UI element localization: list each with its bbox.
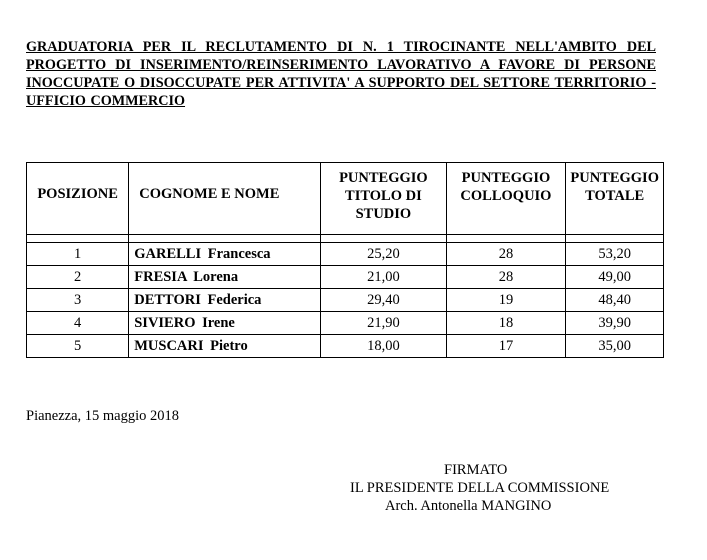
cell-colloquio: 17 [446, 335, 566, 358]
cell-titolo: 29,40 [321, 289, 446, 312]
header-posizione: POSIZIONE [27, 163, 129, 235]
cell-totale: 39,90 [566, 312, 664, 335]
cell-titolo: 18,00 [321, 335, 446, 358]
cell-totale: 48,40 [566, 289, 664, 312]
table-row [27, 335, 664, 358]
cell-titolo: 25,20 [321, 243, 446, 266]
header-colloquio: PUNTEGGIO COLLOQUIO [446, 163, 566, 235]
table-row [27, 289, 664, 312]
table-header-row [27, 163, 664, 235]
table-row [27, 266, 664, 289]
cell-nome: FRESIA Lorena [129, 266, 321, 289]
cell-totale: 49,00 [566, 266, 664, 289]
table-spacer-row [27, 235, 664, 243]
cell-posizione: 4 [27, 312, 129, 335]
cell-colloquio: 28 [446, 243, 566, 266]
signature-block [340, 461, 640, 515]
header-titolo: PUNTEGGIO TITOLO DI STUDIO [321, 163, 446, 235]
cell-nome: MUSCARI Pietro [129, 335, 321, 358]
signer-name: Arch. Antonella MANGINO [385, 498, 552, 514]
document-title: GRADUATORIA PER IL RECLUTAMENTO DI N. 1 TIROCINANTE NELL'AMBITO DEL PROGETTO DI INSERIMENTO/REINSERIMENTO LAVORATIVO A FAVORE DI PERSONE INOCCUPATE O DISOCCUPATE PER ATTIVITA' A SUPPORTO DEL SETTORE TERRITORIO - UFFICIO COMMERCIO [26, 39, 656, 109]
table-row [27, 312, 664, 335]
cell-colloquio: 19 [446, 289, 566, 312]
header-totale: PUNTEGGIO TOTALE [566, 163, 664, 235]
place-date: Pianezza, 15 maggio 2018 [26, 408, 180, 424]
cell-colloquio: 28 [446, 266, 566, 289]
cell-nome: SIVIERO Irene [129, 312, 321, 335]
cell-posizione: 3 [27, 289, 129, 312]
cell-titolo: 21,00 [321, 266, 446, 289]
cell-titolo: 21,90 [321, 312, 446, 335]
cell-totale: 53,20 [566, 243, 664, 266]
cell-nome: DETTORI Federica [129, 289, 321, 312]
header-nome: COGNOME E NOME [129, 163, 321, 235]
ranking-table [26, 162, 664, 358]
signer-role: IL PRESIDENTE DELLA COMMISSIONE [350, 480, 610, 496]
signed-label: FIRMATO [444, 462, 508, 478]
cell-posizione: 5 [27, 335, 129, 358]
cell-colloquio: 18 [446, 312, 566, 335]
cell-nome: GARELLI Francesca [129, 243, 321, 266]
cell-posizione: 2 [27, 266, 129, 289]
table-row [27, 243, 664, 266]
cell-posizione: 1 [27, 243, 129, 266]
cell-totale: 35,00 [566, 335, 664, 358]
